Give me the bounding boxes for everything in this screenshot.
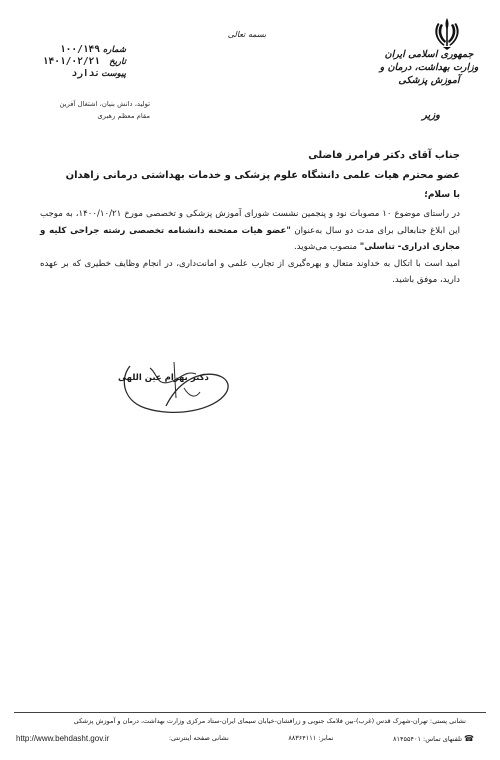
phone-text: تلفنهای تماس: ۸۱۴۵۵۴۰۱ — [393, 734, 463, 743]
footer-contacts — [16, 731, 474, 745]
greeting: با سلام؛ — [424, 190, 460, 200]
signatory-name: دکتر بهرام عین اللهی — [118, 373, 209, 383]
slogan — [10, 98, 150, 122]
slogan-source: مقام معظم رهبری — [97, 112, 150, 120]
phone-icon: ☎ — [464, 733, 474, 743]
attachment-label: پیوست — [101, 69, 126, 79]
body-paragraph-1 — [40, 206, 460, 256]
ministry-name: وزارت بهداشت، درمان و آموزش پزشکی — [379, 62, 479, 86]
addressee — [30, 146, 460, 186]
basmala: بسمه تعالی — [227, 30, 267, 39]
addressee-title: عضو محترم هیات علمی دانشگاه علوم پزشکی و خدمات بهداشتی درمانی زاهدان — [65, 170, 460, 181]
addressee-name: جناب آقای دکتر فرامرز فاضلی — [308, 150, 460, 161]
body-paragraph-2: امید است با اتکال به خداوند متعال و بهره‌گیری از تجارب علمی و امانت‌داری، در انجام وظایف خطیری که بر عهده دارید، موفق باشید. — [40, 258, 460, 285]
footer-website-label: نشانی صفحه اینترنتی: — [168, 734, 229, 742]
minister-label: وزیر — [422, 110, 440, 121]
number-row — [26, 44, 126, 56]
date-row — [26, 56, 126, 68]
attachment-row — [26, 68, 126, 80]
ministry-header — [374, 48, 484, 87]
footer-phone — [393, 734, 474, 743]
footer-fax: نمابر: ۸۸۳۶۴۱۱۱ — [288, 734, 334, 742]
letter-body — [40, 206, 460, 289]
body-p1-start: در راستای موضوع ۱۰ مصوبات نود و پنجمین نشست شورای آموزش پزشکی و تخصصی مورخ ۱۴۰۰/۱۰/۲۱، به موجب این ابلاغ جنابعالی برای مدت دو سال به‌عنوان — [40, 209, 461, 236]
date-label: تاریخ — [109, 57, 126, 67]
footer-address: نشانی پستی: تهران-شهرک قدس (غرب)-بین فلامک جنوبی و زرافشان-خیابان سیمای ایران-ستاد مرکزی وزارت بهداشت، درمان و آموزش پزشکی — [73, 717, 466, 725]
signature-graphic — [100, 348, 240, 418]
body-p1-end: منصوب می‌شوید. — [294, 242, 360, 252]
appointment-title: "عضو هیات ممتحنه دانشنامه تخصصی رشته جراحی کلیه و مجاری ادراری- تناسلی" — [40, 225, 460, 252]
country-name: جمهوری اسلامی ایران — [384, 49, 474, 60]
attachment-value: ندارد — [71, 68, 100, 79]
date-value: ۱۴۰۱/۰۲/۲۱ — [42, 56, 100, 67]
number-value: ۱۰۰/۱۴۹ — [59, 44, 100, 55]
slogan-text: تولید، دانش بنیان، اشتغال آفرین — [59, 100, 150, 108]
letter-meta — [26, 44, 126, 80]
iran-emblem-icon — [432, 16, 462, 50]
website-link[interactable]: http://www.behdasht.gov.ir — [16, 733, 110, 743]
footer-divider — [14, 712, 486, 713]
number-label: شماره — [102, 45, 126, 55]
